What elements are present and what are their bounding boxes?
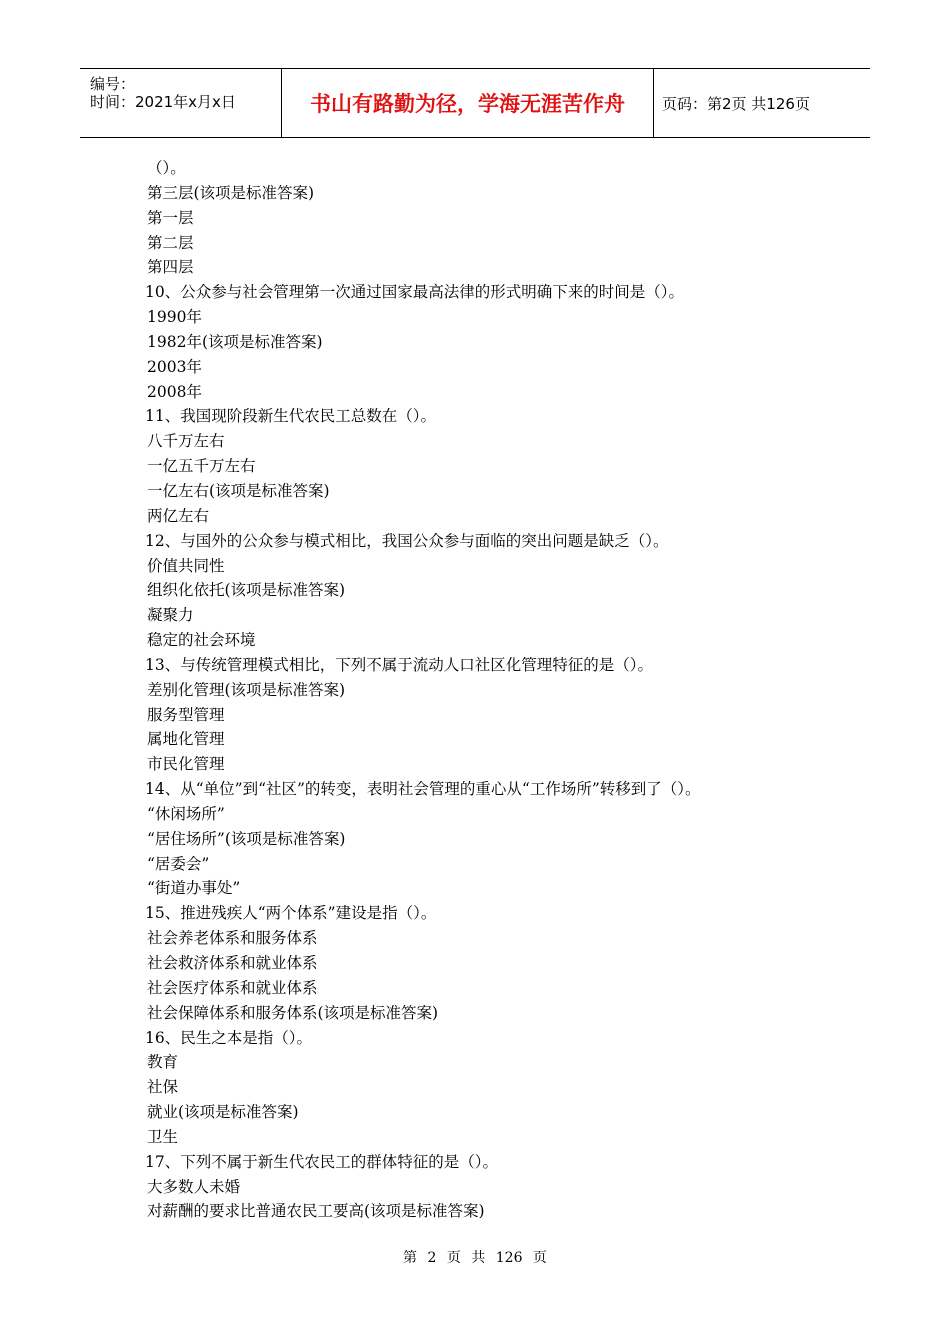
answer-option: 社会医疗体系和就业体系: [147, 978, 318, 997]
page-footer: 第 2 页 共 126 页: [403, 1250, 547, 1266]
answer-option: 服务型管理: [147, 705, 225, 724]
answer-option: 差别化管理(该项是标准答案): [147, 680, 346, 699]
answer-option: 社会救济体系和就业体系: [147, 954, 318, 972]
header-page-info: 页码：第2页 共126页: [662, 94, 810, 113]
answer-option: 2008年: [147, 382, 202, 401]
answer-option: 属地化管理: [147, 730, 225, 749]
page-header: [80, 68, 870, 138]
question-text: 17、下列不属于新生代农民工的群体特征的是（）。: [145, 1152, 498, 1171]
answer-option: 一亿五千万左右: [147, 457, 256, 476]
answer-option: 市民化管理: [147, 755, 225, 774]
header-meta-cell: [80, 69, 282, 137]
answer-option: 八千万左右: [147, 432, 225, 451]
question-text: 16、民生之本是指（）。: [145, 1028, 312, 1047]
question-text: 15、推进残疾人“两个体系”建设是指（）。: [145, 904, 437, 923]
answer-option: 一亿左右(该项是标准答案): [147, 481, 330, 500]
answer-option: 对薪酬的要求比普通农民工要高(该项是标准答案): [147, 1202, 485, 1221]
answer-option: 两亿左右: [147, 506, 210, 525]
answer-option: 社会保障体系和服务体系(该项是标准答案): [147, 1003, 439, 1022]
header-motto-cell: [282, 69, 654, 137]
answer-option: “居委会”: [147, 854, 210, 873]
answer-option: 第二层: [147, 233, 194, 252]
answer-option: 1990年: [147, 308, 202, 327]
question-text: 10、公众参与社会管理第一次通过国家最高法律的形式明确下来的时间是（）。: [145, 283, 684, 302]
answer-option: 社会养老体系和服务体系: [147, 929, 318, 948]
answer-option: 就业(该项是标准答案): [147, 1103, 299, 1122]
answer-option: 组织化依托(该项是标准答案): [147, 581, 346, 600]
question-text: 11、我国现阶段新生代农民工总数在（）。: [145, 407, 436, 426]
document-body: [147, 156, 867, 1224]
answer-option: 第三层(该项是标准答案): [147, 183, 315, 202]
answer-option: 大多数人未婚: [147, 1177, 241, 1196]
time-label: 时间：2021年x月x日: [90, 93, 236, 111]
answer-option: 凝聚力: [147, 606, 194, 625]
answer-option: 价值共同性: [147, 556, 225, 575]
question-text: 14、从“单位”到“社区”的转变，表明社会管理的重心从“工作场所”转移到了（）。: [145, 780, 701, 799]
question-text: 13、与传统管理模式相比，下列不属于流动人口社区化管理特征的是（）。: [145, 655, 653, 674]
answer-option: （）。: [147, 159, 186, 177]
motto-text: 书山有路勤为径，学海无涯苦作舟: [310, 92, 625, 116]
answer-option: 教育: [147, 1053, 179, 1072]
serial-label: 编号：: [90, 75, 136, 93]
answer-option: 第一层: [147, 208, 194, 227]
answer-option: “街道办事处”: [147, 879, 241, 898]
answer-option: 1982年(该项是标准答案): [147, 332, 323, 351]
answer-option: 稳定的社会环境: [147, 631, 256, 650]
answer-option: 卫生: [147, 1127, 179, 1146]
answer-option: “休闲场所”: [147, 804, 225, 823]
answer-option: 社保: [147, 1078, 179, 1097]
question-text: 12、与国外的公众参与模式相比，我国公众参与面临的突出问题是缺乏（）。: [145, 531, 669, 550]
answer-option: 2003年: [147, 357, 202, 376]
answer-option: 第四层: [147, 258, 194, 277]
answer-option: “居住场所”(该项是标准答案): [147, 829, 346, 848]
header-page-cell: [654, 69, 870, 137]
